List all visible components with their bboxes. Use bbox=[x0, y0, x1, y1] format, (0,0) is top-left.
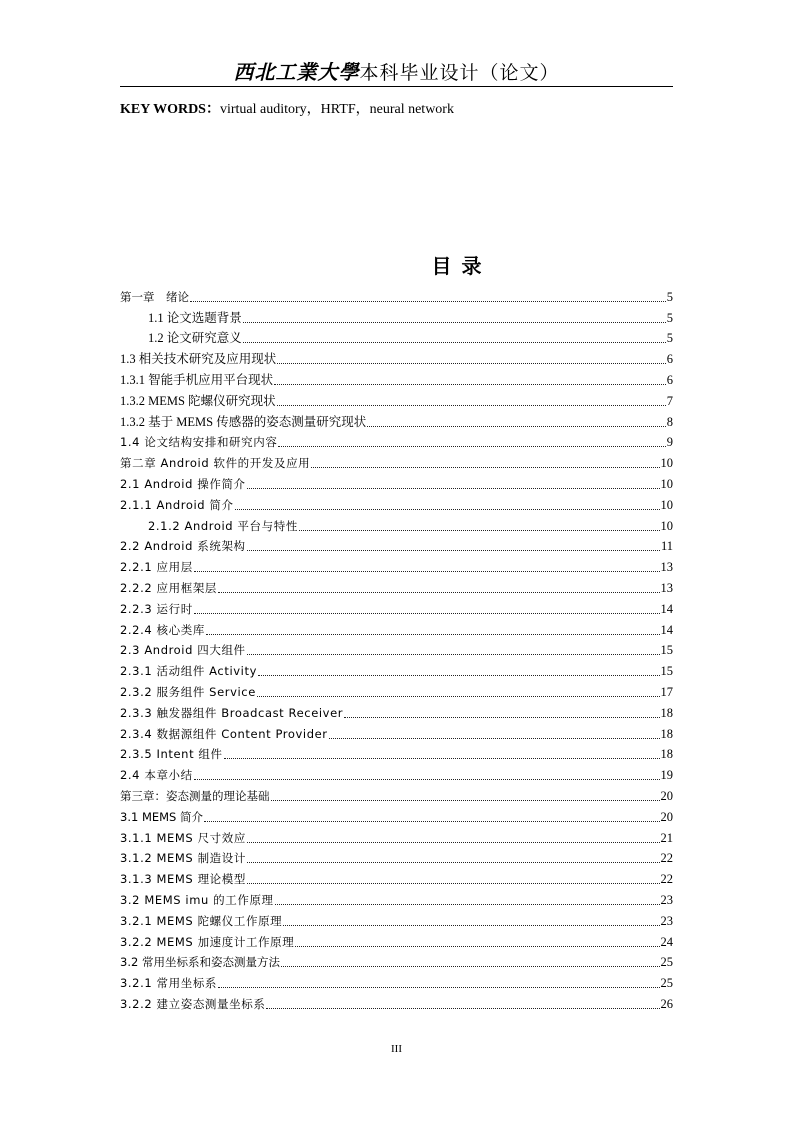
toc-entry bbox=[120, 950, 673, 971]
toc-entry bbox=[120, 409, 673, 430]
toc-entry-label: 2.3 Android 四大组件 bbox=[120, 643, 246, 658]
toc-entry bbox=[120, 825, 673, 846]
toc-entry-label: 2.4 本章小结 bbox=[120, 768, 193, 783]
toc-entry bbox=[120, 908, 673, 929]
toc-entry-label: 2.3.2 服务组件 Service bbox=[120, 684, 256, 699]
toc-entry-label: 3.2 MEMS imu 的工作原理 bbox=[120, 892, 274, 907]
toc-entry-page: 15 bbox=[660, 643, 673, 658]
toc-entry-label: 2.3.3 触发器组件 Broadcast Receiver bbox=[120, 705, 344, 720]
toc-entry-label: 3.1.2 MEMS 制造设计 bbox=[120, 851, 246, 866]
toc-entry-page: 5 bbox=[666, 331, 673, 346]
toc-leader-dots bbox=[266, 1007, 659, 1009]
toc-leader-dots bbox=[247, 841, 660, 843]
toc-leader-dots bbox=[218, 591, 659, 593]
toc-entry-label: 1.3.2 基于 MEMS 传感器的姿态测量研究现状 bbox=[120, 414, 367, 429]
toc-entry-page: 14 bbox=[660, 622, 673, 637]
toc-entry bbox=[120, 326, 673, 347]
toc-entry-page: 10 bbox=[660, 497, 673, 512]
keywords-text: virtual auditory，HRTF，neural network bbox=[219, 102, 454, 117]
toc-entry-page: 5 bbox=[666, 310, 673, 325]
toc-entry-label: 2.2.4 核心类库 bbox=[120, 622, 205, 637]
university-logo-text: 西北工業大學 bbox=[233, 60, 360, 84]
toc-entry bbox=[120, 596, 673, 617]
toc-leader-dots bbox=[295, 945, 659, 947]
toc-entry-page: 24 bbox=[660, 934, 673, 949]
toc-entry bbox=[120, 721, 673, 742]
toc-entry-label: 2.2.1 应用层 bbox=[120, 560, 193, 575]
toc-entry-page: 10 bbox=[660, 518, 673, 533]
toc-leader-dots bbox=[218, 986, 659, 988]
toc-title: 目录 bbox=[431, 254, 492, 278]
toc-entry-page: 5 bbox=[666, 289, 673, 304]
toc-leader-dots bbox=[344, 716, 659, 718]
toc-entry-page: 10 bbox=[660, 456, 673, 471]
toc-entry-page: 26 bbox=[660, 996, 673, 1011]
toc-entry bbox=[120, 866, 673, 887]
toc-entry-label: 1.4 论文结构安排和研究内容 bbox=[120, 435, 278, 450]
toc-entry bbox=[120, 762, 673, 783]
toc-entry-page: 20 bbox=[660, 809, 673, 824]
toc-entry-label: 2.2.2 应用框架层 bbox=[120, 580, 218, 595]
toc-entry bbox=[120, 658, 673, 679]
toc-entry-label: 第一章 绪论 bbox=[120, 289, 189, 304]
toc-entry bbox=[120, 887, 673, 908]
toc-entry bbox=[120, 554, 673, 575]
toc-entry-label: 2.1.1 Android 简介 bbox=[120, 497, 234, 512]
toc-entry-label: 第三章：姿态测量的理论基础 bbox=[120, 788, 270, 803]
toc-leader-dots bbox=[277, 362, 665, 364]
toc-entry-page: 22 bbox=[660, 851, 673, 866]
toc-entry bbox=[120, 846, 673, 867]
toc-entry-page: 6 bbox=[666, 352, 673, 367]
toc-entry-label: 2.3.4 数据源组件 Content Provider bbox=[120, 726, 328, 741]
toc-entry-page: 18 bbox=[660, 705, 673, 720]
toc-leader-dots bbox=[278, 445, 665, 447]
toc-entry-page: 25 bbox=[660, 976, 673, 991]
toc-entry-page: 13 bbox=[660, 580, 673, 595]
toc-leader-dots bbox=[194, 570, 660, 572]
toc-entry-label: 3.2 常用坐标系和姿态测量方法 bbox=[120, 955, 280, 970]
toc-entry-page: 23 bbox=[660, 892, 673, 907]
toc-leader-dots bbox=[275, 903, 660, 905]
toc-entry-page: 17 bbox=[660, 684, 673, 699]
toc-entry bbox=[120, 929, 673, 950]
toc-entry-page: 10 bbox=[660, 476, 673, 491]
toc-entry-label: 2.3.1 活动组件 Activity bbox=[120, 664, 257, 679]
toc-entry-label: 2.2.3 运行时 bbox=[120, 601, 193, 616]
toc-entry-label: 2.1 Android 操作简介 bbox=[120, 476, 246, 491]
toc-leader-dots bbox=[243, 321, 666, 323]
toc-entry-label: 1.3.2 MEMS 陀螺仪研究现状 bbox=[120, 393, 276, 408]
toc-entry bbox=[120, 742, 673, 763]
toc-entry bbox=[120, 471, 673, 492]
toc-leader-dots bbox=[258, 674, 660, 676]
toc-entry-page: 13 bbox=[660, 560, 673, 575]
toc-entry-page: 9 bbox=[666, 435, 673, 450]
toc-leader-dots bbox=[283, 924, 659, 926]
toc-entry-label: 3.1.3 MEMS 理论模型 bbox=[120, 872, 246, 887]
toc-leader-dots bbox=[277, 404, 666, 406]
toc-entry bbox=[120, 367, 673, 388]
toc-leader-dots bbox=[367, 425, 666, 427]
toc-entry-page: 7 bbox=[666, 393, 673, 408]
toc-entry bbox=[120, 970, 673, 991]
toc-leader-dots bbox=[299, 529, 660, 531]
toc-entry bbox=[120, 638, 673, 659]
toc-entry bbox=[120, 617, 673, 638]
toc-leader-dots bbox=[247, 549, 660, 551]
toc-entry-label: 1.3.1 智能手机应用平台现状 bbox=[120, 372, 274, 387]
toc-leader-dots bbox=[247, 487, 660, 489]
toc-leader-dots bbox=[224, 757, 660, 759]
toc-entry bbox=[120, 679, 673, 700]
toc-entry-page: 23 bbox=[660, 913, 673, 928]
toc-entry bbox=[120, 388, 673, 409]
toc-leader-dots bbox=[329, 737, 660, 739]
toc-leader-dots bbox=[194, 612, 660, 614]
toc-entry-label: 2.1.2 Android 平台与特性 bbox=[148, 518, 298, 533]
header-title: 本科毕业设计（论文） bbox=[359, 62, 560, 84]
toc-leader-dots bbox=[274, 383, 666, 385]
toc-entry bbox=[120, 783, 673, 804]
toc-entry-page: 25 bbox=[660, 955, 673, 970]
toc-entry-page: 15 bbox=[660, 664, 673, 679]
toc-leader-dots bbox=[271, 799, 660, 801]
toc-leader-dots bbox=[235, 508, 660, 510]
page-header bbox=[120, 56, 673, 87]
toc-entry-label: 2.2 Android 系统架构 bbox=[120, 539, 246, 554]
toc-entry bbox=[120, 450, 673, 471]
toc-entry-page: 20 bbox=[660, 788, 673, 803]
toc-leader-dots bbox=[257, 695, 660, 697]
toc-entry bbox=[120, 804, 673, 825]
toc-leader-dots bbox=[247, 882, 660, 884]
toc-entry-label: 3.1 MEMS 简介 bbox=[120, 809, 204, 824]
keywords-line bbox=[120, 98, 454, 118]
toc-entry-page: 8 bbox=[666, 414, 673, 429]
toc-entry-page: 22 bbox=[660, 872, 673, 887]
toc-entry-label: 1.1 论文选题背景 bbox=[148, 310, 242, 325]
toc-leader-dots bbox=[204, 820, 659, 822]
toc-entry bbox=[120, 305, 673, 326]
toc-leader-dots bbox=[190, 300, 666, 302]
toc-entry bbox=[120, 346, 673, 367]
toc-leader-dots bbox=[206, 633, 660, 635]
toc-entry-label: 2.3.5 Intent 组件 bbox=[120, 747, 223, 762]
toc-leader-dots bbox=[281, 965, 660, 967]
toc-entry-label: 3.2.1 MEMS 陀螺仪工作原理 bbox=[120, 913, 283, 928]
toc-entry bbox=[120, 534, 673, 555]
toc-entry-page: 11 bbox=[660, 539, 673, 554]
toc-entry-label: 3.2.1 常用坐标系 bbox=[120, 976, 218, 991]
toc-entry-label: 1.2 论文研究意义 bbox=[148, 331, 242, 346]
toc-entry bbox=[120, 991, 673, 1012]
toc-entry bbox=[120, 492, 673, 513]
toc-entry-page: 18 bbox=[660, 747, 673, 762]
toc-entry-label: 3.2.2 MEMS 加速度计工作原理 bbox=[120, 934, 295, 949]
toc-leader-dots bbox=[247, 653, 660, 655]
toc-entry-page: 6 bbox=[666, 372, 673, 387]
toc-leader-dots bbox=[194, 778, 660, 780]
toc-entry bbox=[120, 513, 673, 534]
toc-leader-dots bbox=[247, 861, 660, 863]
page-number: III bbox=[391, 1043, 402, 1055]
toc-leader-dots bbox=[243, 341, 666, 343]
keywords-label: KEY WORDS： bbox=[120, 102, 220, 117]
toc-entry bbox=[120, 575, 673, 596]
toc-leader-dots bbox=[311, 466, 659, 468]
toc-entry-label: 第二章 Android 软件的开发及应用 bbox=[120, 456, 311, 471]
toc-entry-label: 1.3 相关技术研究及应用现状 bbox=[120, 352, 277, 367]
toc-entry bbox=[120, 430, 673, 451]
toc-entry-page: 19 bbox=[660, 768, 673, 783]
toc-entry-page: 14 bbox=[660, 601, 673, 616]
toc-entry bbox=[120, 700, 673, 721]
toc-entry bbox=[120, 284, 673, 305]
toc-entry-label: 3.2.2 建立姿态测量坐标系 bbox=[120, 996, 266, 1011]
table-of-contents bbox=[120, 284, 673, 1012]
toc-entry-label: 3.1.1 MEMS 尺寸效应 bbox=[120, 830, 246, 845]
toc-entry-page: 21 bbox=[660, 830, 673, 845]
toc-entry-page: 18 bbox=[660, 726, 673, 741]
